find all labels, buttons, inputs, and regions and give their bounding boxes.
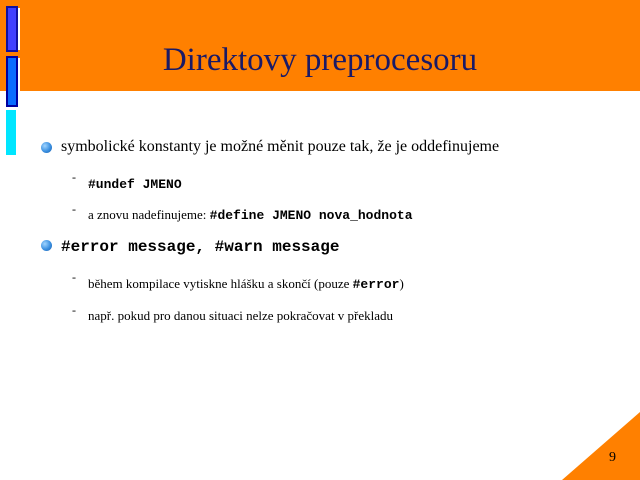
dash-icon: - [72,270,76,284]
page-number: 9 [609,450,616,465]
dash-icon: - [72,303,76,317]
item-text: symbolické konstanty je možné měnit pouze tak, že je oddefinujeme [61,138,500,155]
dash-icon: - [72,170,76,184]
code-snippet: #error [352,277,400,292]
list-item [88,308,393,324]
item-text: ) [399,276,404,291]
code-snippet: #define JMENO nova_hodnota [209,208,413,223]
bullet-icon [41,240,52,251]
list-item [88,275,404,293]
list-item [88,206,413,224]
item-text: a znovu nadefinujeme: [88,207,210,222]
list-item [88,175,182,193]
list-item [61,238,339,256]
list-item [61,138,499,156]
corner-decoration [562,412,640,480]
item-text: během kompilace vytiskne hlášku a skončí (pouze [88,276,353,291]
code-snippet: #error message, #warn message [61,238,340,256]
item-text: např. pokud pro danou situaci nelze pokračovat v překladu [88,308,394,323]
code-snippet: #undef JMENO [88,177,182,192]
dash-icon: - [72,202,76,216]
decor-bar-cyan [6,110,16,155]
bullet-icon [41,142,52,153]
slide-title: Direktovy preprocesoru [162,42,478,78]
